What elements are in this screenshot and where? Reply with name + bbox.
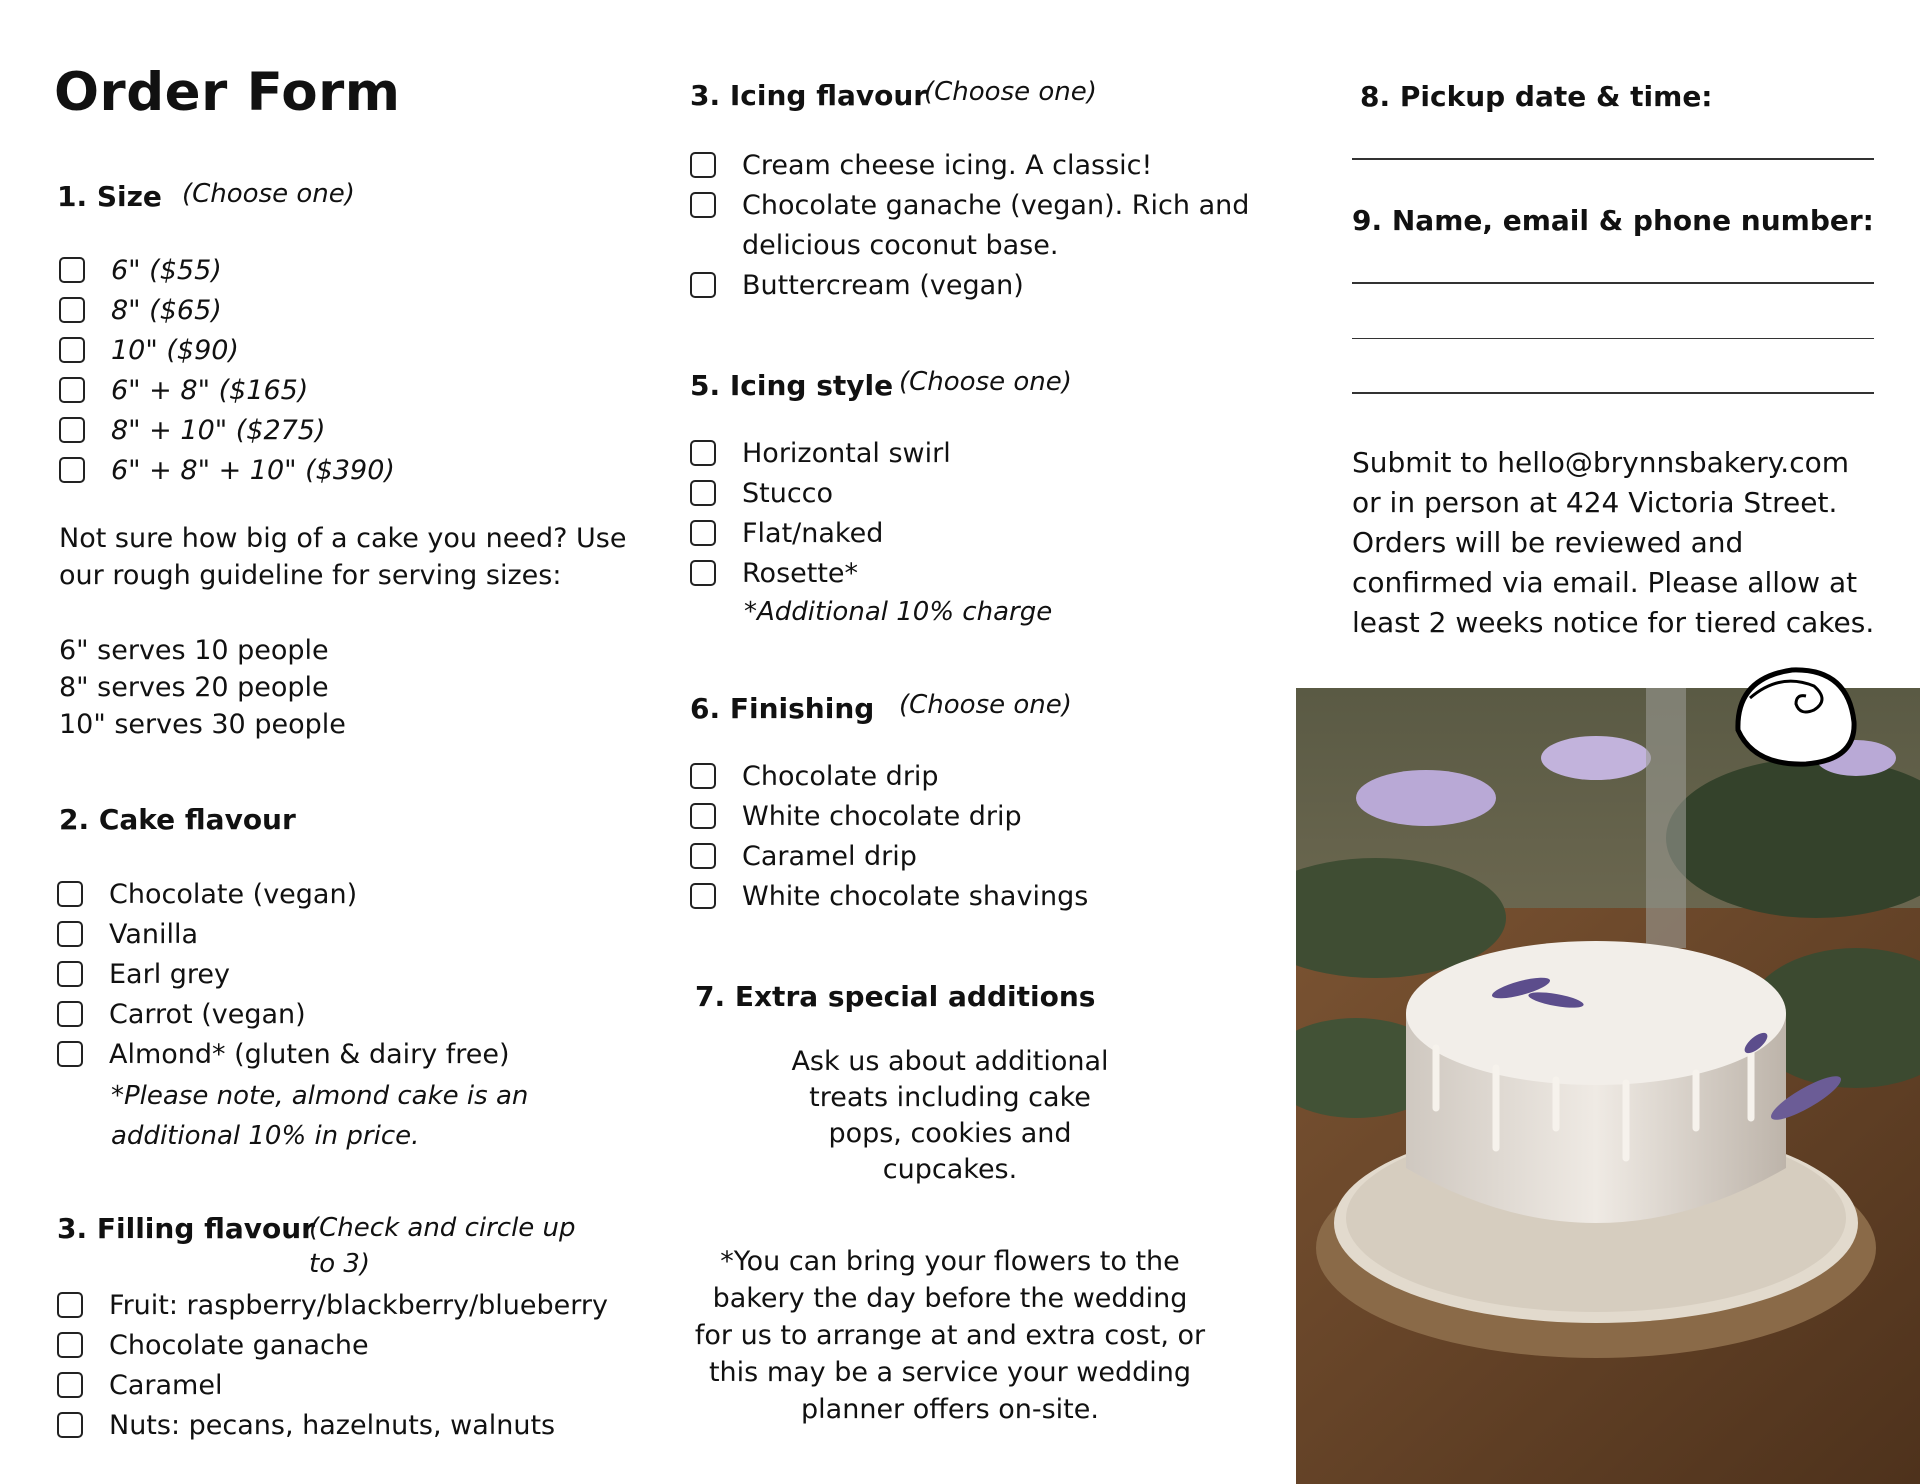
contact-input-line[interactable] xyxy=(1352,338,1874,339)
contact-heading: 9. Name, email & phone number: xyxy=(1352,204,1874,237)
checkbox-icon[interactable] xyxy=(690,763,716,789)
filling-note: (Check and circle up to 3) xyxy=(309,1213,576,1279)
size-guide: Not sure how big of a cake you need? Use our rough guideline for serving sizes: xyxy=(59,523,627,591)
finishing-option[interactable]: White chocolate shavings xyxy=(690,876,1088,916)
finishing-option[interactable]: White chocolate drip xyxy=(690,796,1088,836)
size-option[interactable]: 6" ($55) xyxy=(59,250,395,290)
pickup-input-line[interactable] xyxy=(1352,158,1874,160)
size-heading: 1. Size xyxy=(57,180,162,213)
flowers-note: *You can bring your flowers to the bakery the day before the wedding for us to arrange at and extra cost, or this may be a service your wedding planner offers on-site. xyxy=(694,1246,1206,1425)
icing-style-option[interactable]: Rosette* xyxy=(690,553,951,593)
size-option[interactable]: 8" ($65) xyxy=(59,290,395,330)
finishing-note: (Choose one) xyxy=(899,690,1072,720)
size-option[interactable]: 10" ($90) xyxy=(59,330,395,370)
extras-text: Ask us about additional treats including cake pops, cookies and cupcakes. xyxy=(791,1046,1109,1185)
icing-flavour-options xyxy=(690,145,1249,305)
checkbox-icon[interactable] xyxy=(59,377,85,403)
icing-flavour-heading: 3. Icing flavour xyxy=(690,79,928,112)
checkbox-icon[interactable] xyxy=(57,1041,83,1067)
checkbox-icon[interactable] xyxy=(690,883,716,909)
size-option[interactable]: 6" + 8" + 10" ($390) xyxy=(59,450,395,490)
cake-option[interactable]: Almond* (gluten & dairy free) xyxy=(57,1034,510,1074)
finishing-options xyxy=(690,756,1088,916)
finishing-option[interactable]: Caramel drip xyxy=(690,836,1088,876)
cake-flavour-options xyxy=(57,874,510,1074)
checkbox-icon[interactable] xyxy=(57,1001,83,1027)
checkbox-icon[interactable] xyxy=(59,417,85,443)
checkbox-icon[interactable] xyxy=(690,440,716,466)
filling-option[interactable]: Caramel xyxy=(57,1365,608,1405)
icing-style-option[interactable]: Flat/naked xyxy=(690,513,951,553)
checkbox-icon[interactable] xyxy=(690,480,716,506)
checkbox-icon[interactable] xyxy=(57,1372,83,1398)
almond-note: *Please note, almond cake is an additional 10% in price. xyxy=(111,1081,529,1151)
cake-option[interactable]: Carrot (vegan) xyxy=(57,994,510,1034)
icing-flavour-option[interactable]: Chocolate ganache (vegan). Rich and xyxy=(690,185,1249,225)
extras-heading: 7. Extra special additions xyxy=(695,980,1096,1013)
checkbox-icon[interactable] xyxy=(57,1412,83,1438)
checkbox-icon[interactable] xyxy=(59,297,85,323)
swirl-logo-icon xyxy=(1730,660,1862,768)
filling-option[interactable]: Chocolate ganache xyxy=(57,1325,608,1365)
serving-size-item: 6" serves 10 people xyxy=(59,635,329,666)
checkbox-icon[interactable] xyxy=(690,560,716,586)
cake-flavour-heading: 2. Cake flavour xyxy=(59,803,296,836)
finishing-option[interactable]: Chocolate drip xyxy=(690,756,1088,796)
icing-flavour-option-continued: delicious coconut base. xyxy=(742,229,1059,261)
filling-heading: 3. Filling flavour xyxy=(57,1212,315,1245)
checkbox-icon[interactable] xyxy=(690,152,716,178)
contact-input-line[interactable] xyxy=(1352,392,1874,394)
checkbox-icon[interactable] xyxy=(57,961,83,987)
icing-style-option[interactable]: Horizontal swirl xyxy=(690,433,951,473)
checkbox-icon[interactable] xyxy=(690,843,716,869)
checkbox-icon[interactable] xyxy=(690,192,716,218)
filling-option[interactable]: Fruit: raspberry/blackberry/blueberry xyxy=(57,1285,608,1325)
icing-style-option[interactable]: Stucco xyxy=(690,473,951,513)
icing-flavour-option[interactable]: Cream cheese icing. A classic! xyxy=(690,145,1249,185)
finishing-heading: 6. Finishing xyxy=(690,692,875,725)
serving-size-item: 8" serves 20 people xyxy=(59,672,329,703)
icing-style-heading: 5. Icing style xyxy=(690,369,894,402)
checkbox-icon[interactable] xyxy=(57,1332,83,1358)
serving-sizes xyxy=(59,632,346,743)
checkbox-icon[interactable] xyxy=(59,337,85,363)
checkbox-icon[interactable] xyxy=(57,1292,83,1318)
cake-option[interactable]: Vanilla xyxy=(57,914,510,954)
icing-flavour-note: (Choose one) xyxy=(924,77,1097,107)
page-title: Order Form xyxy=(54,62,401,123)
checkbox-icon[interactable] xyxy=(690,520,716,546)
pickup-heading: 8. Pickup date & time: xyxy=(1360,80,1713,113)
checkbox-icon[interactable] xyxy=(690,803,716,829)
size-note: (Choose one) xyxy=(182,179,355,209)
submit-instructions: Submit to hello@brynnsbakery.com or in person at 424 Victoria Street. Orders will be reviewed and confirmed via email. Please allow at least 2 weeks notice for tiered cakes. xyxy=(1352,446,1875,639)
cake-photo xyxy=(1296,688,1920,1484)
checkbox-icon[interactable] xyxy=(57,881,83,907)
checkbox-icon[interactable] xyxy=(59,457,85,483)
contact-input-line[interactable] xyxy=(1352,282,1874,284)
serving-size-item: 10" serves 30 people xyxy=(59,709,346,740)
size-option[interactable]: 6" + 8" ($165) xyxy=(59,370,395,410)
size-options xyxy=(59,250,395,490)
cake-option[interactable]: Chocolate (vegan) xyxy=(57,874,510,914)
size-option[interactable]: 8" + 10" ($275) xyxy=(59,410,395,450)
filling-options xyxy=(57,1285,608,1445)
checkbox-icon[interactable] xyxy=(57,921,83,947)
rosette-note: *Additional 10% charge xyxy=(744,597,1053,627)
icing-style-note: (Choose one) xyxy=(899,367,1072,397)
checkbox-icon[interactable] xyxy=(59,257,85,283)
cake-option[interactable]: Earl grey xyxy=(57,954,510,994)
icing-flavour-option[interactable]: Buttercream (vegan) xyxy=(690,265,1249,305)
checkbox-icon[interactable] xyxy=(690,272,716,298)
icing-style-options xyxy=(690,433,951,593)
filling-option[interactable]: Nuts: pecans, hazelnuts, walnuts xyxy=(57,1405,608,1445)
